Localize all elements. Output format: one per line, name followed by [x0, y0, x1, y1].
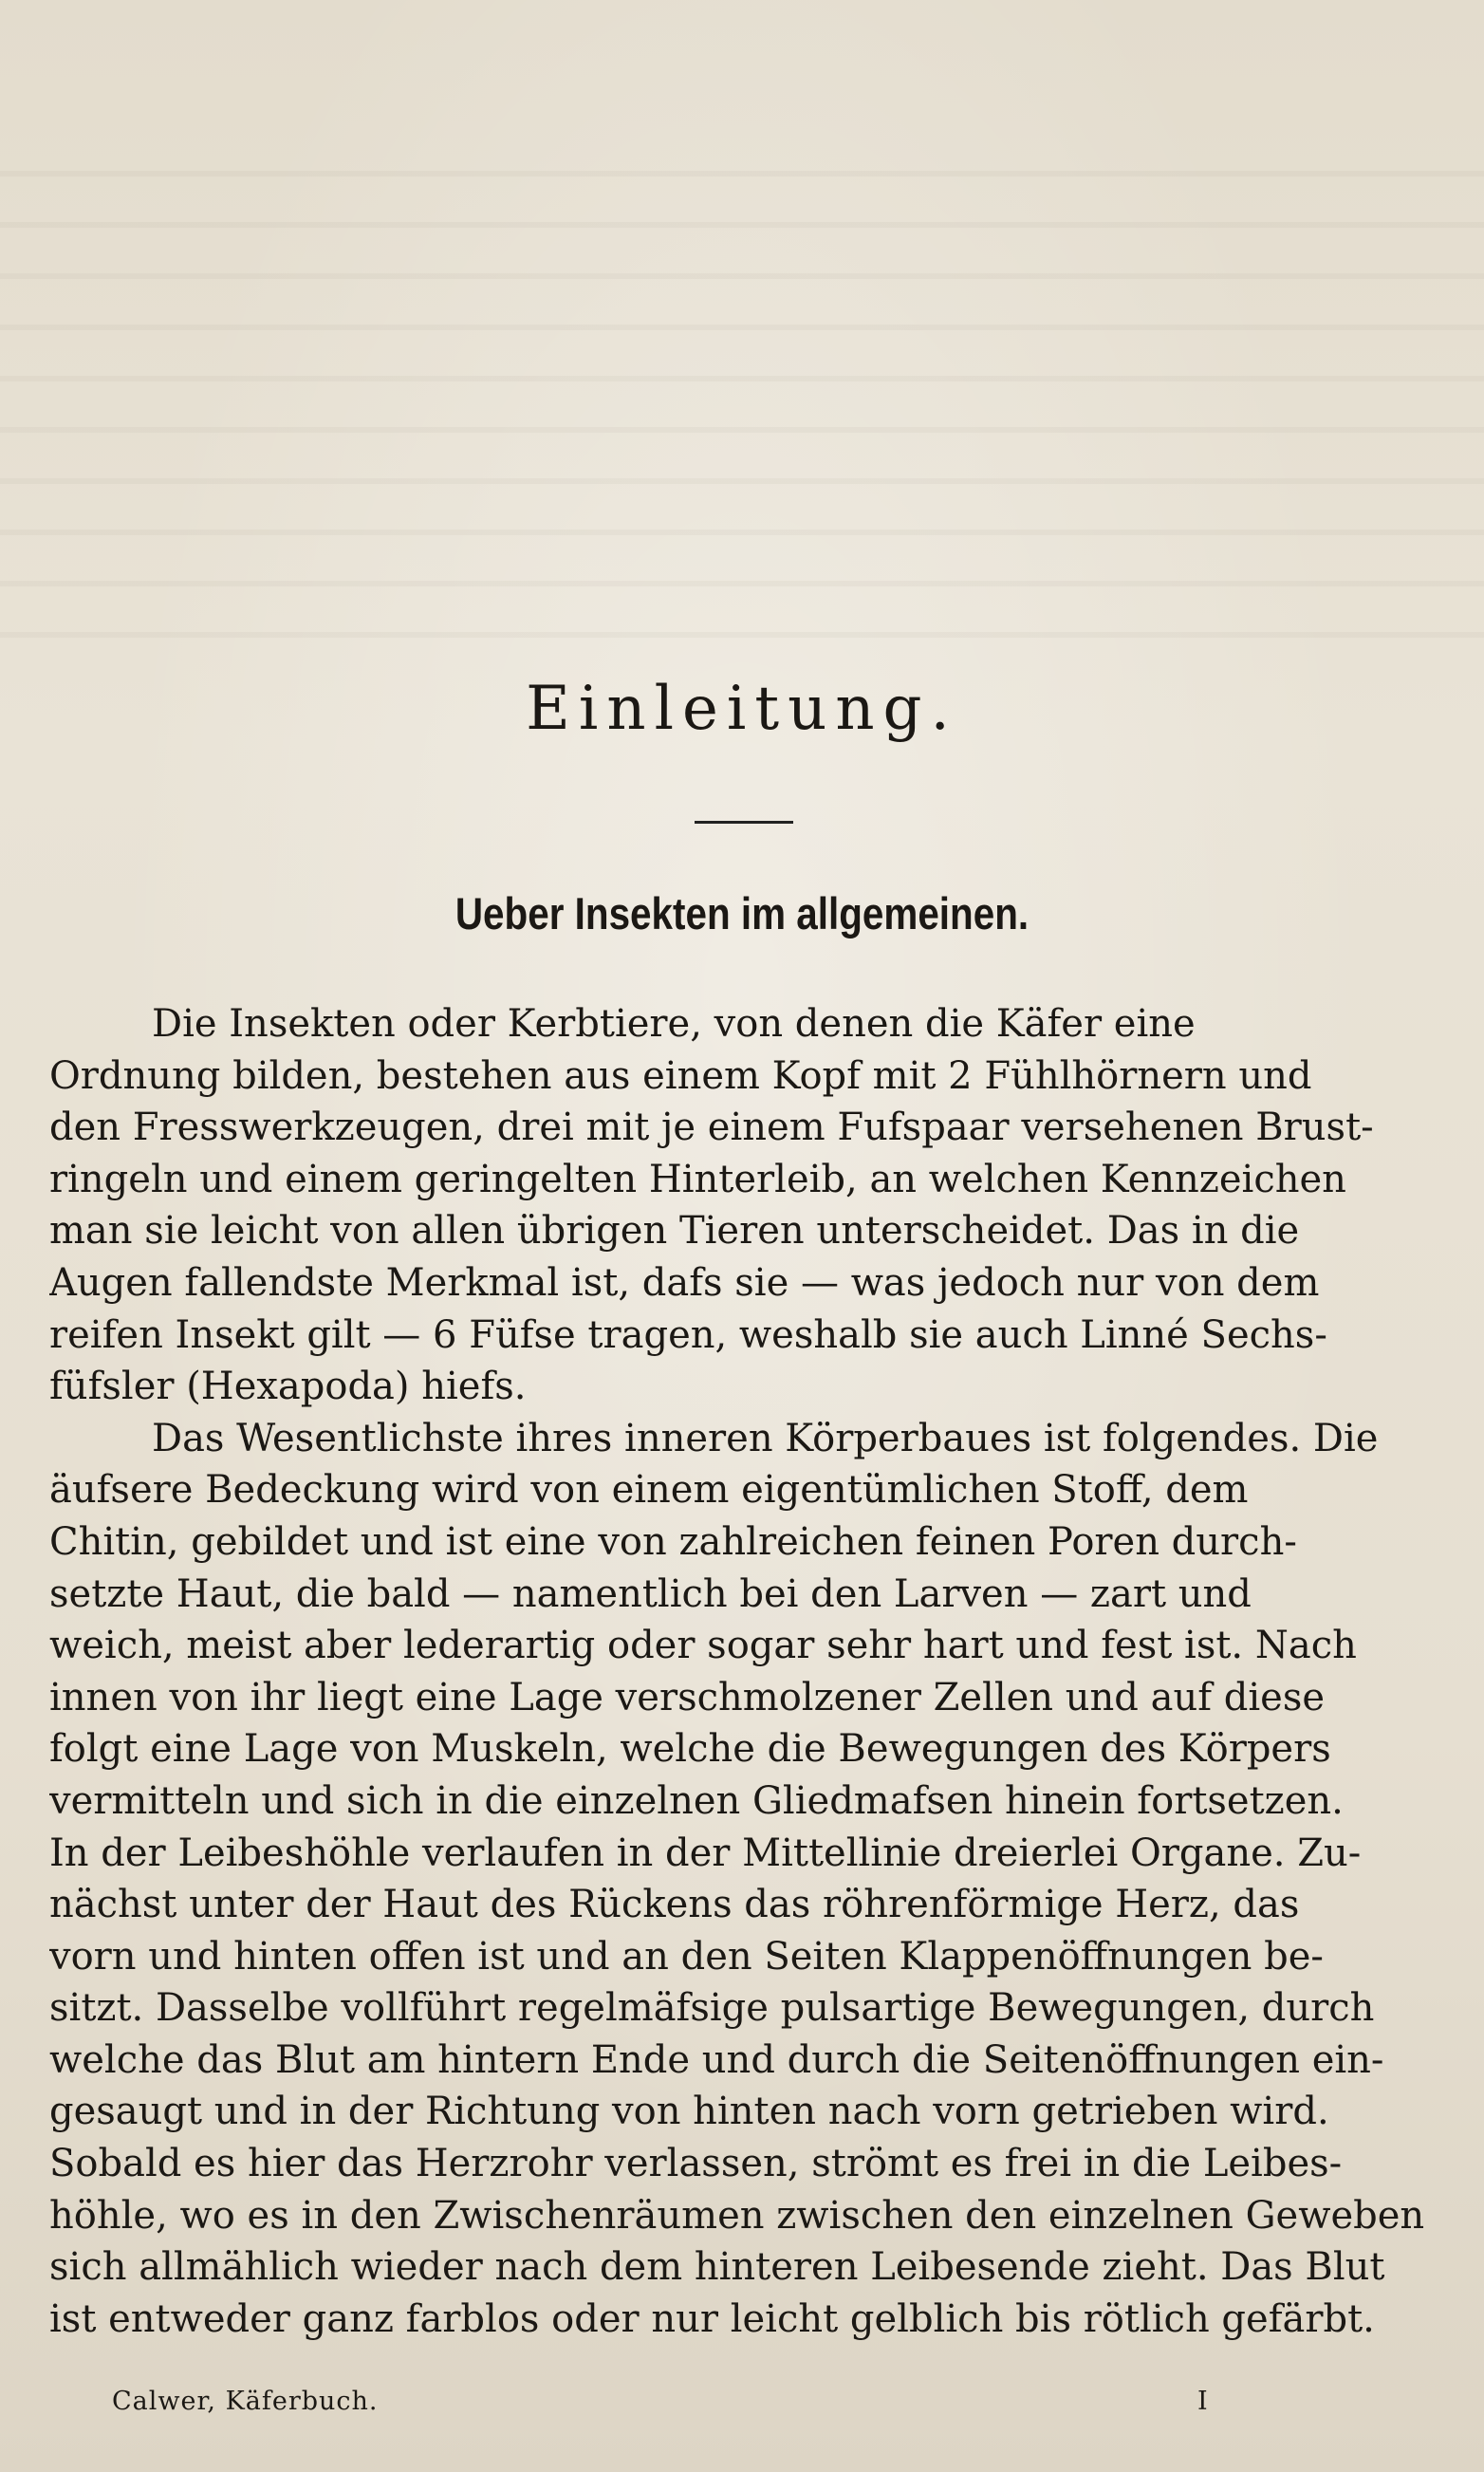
text-line: welche das Blut am hintern Ende und durch die Seitenöffnungen ein- — [49, 2037, 1384, 2082]
text-line: Sobald es hier das Herzrohr verlassen, strömt es frei in die Leibes- — [49, 2142, 1343, 2186]
chapter-title: Einleitung. — [526, 674, 958, 744]
text-line: In der Leibeshöhle verlaufen in der Mittellinie dreierlei Organe. Zu- — [49, 1831, 1362, 1875]
text-line: man sie leicht von allen übrigen Tieren unterscheidet. Das in die — [49, 1209, 1300, 1254]
text-line: äufsere Bedeckung wird von einem eigentümlichen Stoff, dem — [49, 1468, 1249, 1513]
text-line: sich allmählich wieder nach dem hinteren Leibesende zieht. Das Blut — [49, 2245, 1385, 2290]
show-through-texture — [0, 171, 1484, 664]
text-line: reifen Insekt gilt — 6 Füfse tragen, weshalb sie auch Linné Sechs- — [49, 1312, 1327, 1357]
text-line: vorn und hinten offen ist und an den Seiten Klappenöffnungen be- — [49, 1934, 1324, 1979]
text-line: Ordnung bilden, bestehen aus einem Kopf mit 2 Fühlhörnern und — [49, 1053, 1312, 1098]
text-line: ist entweder ganz farblos oder nur leicht gelblich bis rötlich gefärbt. — [49, 2296, 1375, 2341]
text-line: weich, meist aber lederartig oder sogar sehr hart und fest ist. Nach — [49, 1624, 1357, 1668]
text-line: höhle, wo es in den Zwischenräumen zwischen den einzelnen Geweben — [49, 2193, 1425, 2238]
text-line: nächst unter der Haut des Rückens das röhrenförmige Herz, das — [49, 1883, 1300, 1927]
text-line: folgt eine Lage von Muskeln, welche die Bewegungen des Körpers — [49, 1727, 1331, 1772]
paragraph-1 — [49, 998, 1431, 1413]
text-line: Chitin, gebildet und ist eine von zahlreichen feinen Poren durch- — [49, 1519, 1297, 1564]
title-rule — [695, 821, 793, 824]
paragraph-2 — [49, 1413, 1431, 2346]
printer-signature: Calwer, Käferbuch. — [112, 2387, 379, 2416]
text-line: füfsler (Hexapoda) hiefs. — [49, 1365, 527, 1409]
body-text — [49, 998, 1431, 2345]
text-line: ringeln und einem geringelten Hinterleib, an welchen Kennzeichen — [49, 1157, 1346, 1201]
text-line: sitzt. Dasselbe vollführt regelmäfsige pulsartige Bewegungen, durch — [49, 1986, 1375, 2031]
text-line: den Fresswerkzeugen, drei mit je einem Fufspaar versehenen Brust- — [49, 1106, 1374, 1150]
text-line: vermitteln und sich in die einzelnen Gliedmafsen hinein fortsetzen. — [49, 1778, 1344, 1823]
section-heading: Ueber Insekten im allgemeinen. — [454, 888, 1030, 939]
text-line: innen von ihr liegt eine Lage verschmolzener Zellen und auf diese — [49, 1675, 1326, 1719]
text-line: Die Insekten oder Kerbtiere, von denen die Käfer eine — [152, 1002, 1196, 1046]
text-line: Das Wesentlichste ihres inneren Körperbaues ist folgendes. Die — [152, 1416, 1379, 1460]
sheet-number: I — [1197, 2387, 1209, 2416]
text-line: Augen fallendste Merkmal ist, dafs sie — was jedoch nur von dem — [49, 1260, 1320, 1305]
text-line: setzte Haut, die bald — namentlich bei den Larven — zart und — [49, 1571, 1252, 1616]
text-line: gesaugt und in der Richtung von hinten nach vorn getrieben wird. — [49, 2090, 1329, 2134]
